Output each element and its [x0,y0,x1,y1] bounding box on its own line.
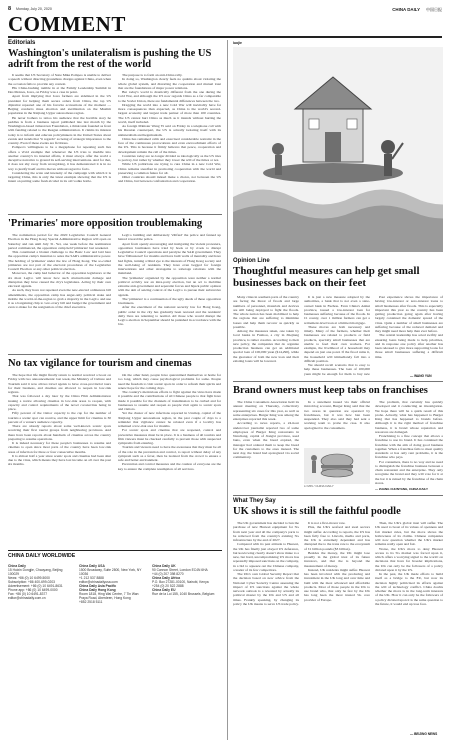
flood-cartoon-illustration [233,47,443,252]
worldwide-col1: China Daily 15 Huixin Dongjie, Chaoyang, Beijing 100029 News: +86 (0) 10 6499-5000 Subscription: +86 400-699-0203 Advertisement: +86 (0) 10 6491-8631 Phone app: +86 (0) 10 6499-0000 Fax: +86 (0) 10 6491-8377 editor@chinadaily.com.cn [8,564,63,600]
opinion-col1: Many cities in southern parts of the country are facing the threat of floods and large numbers of personnel, materials and devices are still being deployed to fight the floods. The whole nation has been mobilized to help the regions that are suffering to minimize losses and help them recover as quickly as possible. Among the measures taken, one taken by local banks in Fuzhou, a city in Zhejiang province, is rather creative. According to their new policy, the companies that do organize production business can get an additional special loan of 100,000 yuan ($14,290), while the guarantor of both the new loan and their existing loans will be lowered. [233,295,299,363]
publication-name: CHINA DAILY [392,6,420,12]
uk-col1: The UK government has decided to ban the purchase of new Huawei equipment for 5G from next year and all the company's parts to be removed from the country's existing 5G infrastructure by the end of 2027. Compared with its past attitude to Huawei, the UK has finally just obeyed US deference, but kowtowing clearly doesn't show make to a new, but hard, uncompromising US move has repeatedly imposed sanctions on the company, in a bid to squeeze out the Chinese company, a leader of its few competitors. The UK's own Global Security Report that the decision based on new advice from the National Cyber Security Centre assessing the impact of US sanctions against the whole network outlook is a revealed by actually its political master by the UK and US and all times. Frankly speaking, by changing its policy the UK means to serve US trade policy. [233,521,299,606]
brand-caption: LI MIN / CHINA DAILY [304,484,334,488]
publication-chinese-name: 中国日报 [426,6,442,12]
worldwide-box-title: CHINA DAILY WORLDWIDE [8,553,76,559]
editorial-unilateralism-col1: It seems that US Secretary of State Mike Pompeo is unable to deliver a speech without directing groundless charges against China, even when the occasion fails to provide any context. His China-bashing ramble in at the Family Leadership Summit in Des Moines, Iowa, on Friday was a case in point. Apart from implying that Iowa farmers are sidelined in the US president for helping them secure orders from China, the top US diplomat repeated one of his favorite accusations of the moment — Beijing conducts mass abortion and sterilization on the Muslim population in the Xinjiang Uygur autonomous region. He never bothers to tattoo his audience that the horrible story he peddles is from a business report published late last month by the Washington-based Jamestown Foundation, a think tank founded as front with funding related to the Reagan administration. It claims its mission today is to inform and educate policymakers in the United States about events and trends that "it regards" as being of strategic importance to the country. Even if these events are fictitious. Pompeo's willingness to be a megaphone for repeating such lies offers a vivid example that whenever the US tries to meddle into another country's its internal affairs, it must always offer the world a deceptive narrative to ground its self-serving interventions. And for that, it does not shy away from wrongdoing, it has demonstrated it is in no way to justify itself and its moves without regard to facts. Considering the scale and intensity of the campaign with which it is targeting China, this is only the latest example showing that the US is intent on putting some fresh alcohol in its old vodka bottle. [8,73,111,184]
editorial-headline-unilateralism: Washington's unilateralism is pushing the US adrift from the rest of the world [8,48,212,71]
opinion-col3: Past experience shows the importance of having low-interest or zero-interest loans to small businesses after floods. This is especially important this year as the country has been getting production going again after having largely contained the domestic spread of the virus. Quite a number of small businesses are suffering because of the reduced demand and they might need more help than ever before. The central leadership has acted swiftly and ensuring loans being made to help priorities, and in response one policy after another has been released to give more supporting loans for those small businesses suffering a difficult time. [375,295,443,359]
brand-headline: Brand owners must keep tabs on franchises [233,385,428,396]
brand-col3: The problem, that certainly has quickly developed and it conducting an investigation. We hope there will be a quick result of this probe. Actually, what has happened to Burger King that has happened to brands before. Although it is the right method of franchise business, it is brand whose reputation and resources are damaged. Franchising is a fine concept that allows a franchise to use its brand. It has contained the franchise with the aim of doing good business together. When a franchise fails to meet quality standards or has only rent problems, it is the franchise who pays. For consumers, there is no way and no need to distinguish the franchise business between a chain restaurant and the enterprise. They only recognize the brand and they will vote for it at the bar it is ruined by the franchise of the chain stores. [375,400,443,485]
brand-divider [233,381,443,382]
editorial-primaries-col2: LegCo building and deliberately 'vilified' the police and fanned up hatred toward the police. Apart from openly encouraging and instigating the violent protesters, opposition lawmakers have tried by hook or by crook to disrupt Legislative Council operations and paralyze the SAR government. They have 'filibustered' for months and have built walls of mentality and have had fights, turning a blind eye to the interests of Hong Kong society and the well-being of residents. They have even begged for foreign interventions and other stratagems to sabotage relations with the mainland. The 'primaries' organized by the opposition were neither a normal political activity nor an intra-party election, but an act to mobilize extreme anti-government and separatist forces and hijack public opinion with the aim of seizing control of the LegCo to pursue their subversive agenda. The 'primaries' is a continuation of the ugly deeds of these opposition lawmakers. After the enactment of the national security law for Hong Kong, public order in the city has gradually been restored and the residents' daily lives are returning to normal. All those who would disrupt the LegCo election in September should be punished in accordance with the law. [118,233,221,327]
uk-col2: It is not a first-mover rare. Plus, the UK's seafood and steel sectors might suffer. According to reports, the US has been fully free to Lincoln, media and ports, the UK is extremely dependent and has disrupted the to the trans rate to the ecosystem of £1 billion pounds ($3 billion). Besides the money, the UK might lose proudly in the global trust of its future investors, and that the is beyond the measurement of money. Instead, UK residents might suffer. Huawei has been involved with the producing and investment in the UK long and over time and built with the most advanced and affordable products. Most of those people in the UK to use brand who, that only be fast by the UK has long been the most trusted 5G core provider of Europe. [304,521,370,602]
editorials-label: Editorials [8,40,36,46]
editorial-headline-primaries: 'Primaries' more opposition troublemaking [8,218,203,229]
editorial-tourism-col2: On the other hand, people have quarantined themselves at home for too long, which may cause psychological problems for some. People need the freedom to visit scenic spots in order to refresh their spirits and renew hope for the coming days. The country's meticulous efforts to fight against the virus have made it possible and the contributions of all Chinese people to that fight have made it possible for the channels of transmission to be curbed and for businesses to resume and reopen as people visit again to scenic spots and visitors. Yet the cluster of new infections reported in Urumqi, capital of the Xinjiang Uygur autonomous region, in the past couple of days is a reminder that vigilance cannot be relaxed even if a locality has remained a low-risk area for months. For scenic spots and cinemas that are reopened, control and preventive measures must be in place. It is a business of all tourists and film viewers must be checked carefully to prevent those with suspected symptoms from entering. Tourists and viewers need to have the awareness that they must be all of the role in the prevention and control, to report without delay of any symptom such as a fever, then be isolated from the crowd to ensure a safe and better environment. Prevention and control measures and the caution of everyone are the key to ensure the complete resumption of all services. [118,373,221,471]
brand-col2: In a statement issued via their official microblog account, Burger King said that the two stores in question are operated by franchisees, but it was how ban been suspended. They also said they had sent a working team to probe the case. It also apologized to the consumers. [304,400,370,430]
opinion-col2: It is just a new measure adopted by the authorities, a bank that is not even a state-owned bank in Fuzhou. Even China's Anhui province, issued a low-interest loan for businesses suffering because of the floods. In Ci county, over 1 million farmers can get a retirement-level loan at a limited mortgage. These moves are both necessary and timely. Many of the farmers, whether their businesses are related to products or field products, specialty small businesses that are unable to feed their own workers. For example, the livelihood of a household may depend on just one pond. If the flood ruins it, the household will immediately fall into a difficult position. We should recall scenario that is easy to help these businesses. The loan of 100,000 yuan might be enough for them to buy new [304,295,370,376]
editorial-primaries-col1: The nomination period for the 2020 Legislative Council General Election in the Hong Kong Special Administrative Region will open on Saturday and run until July 31. Yet, one week before the nomination period commenced, the opposition camp held 'primaries' last weekend. This constituted a blatant challenge to the Basic Law and laid bare the opposition camp's intention to seize the SAR's administrative power. The holding of 'primaries' under the law of Hong Kong. The so-called primaries are not part of the electoral procedures of the Legislative Council Election or any other political election. Moreover, the camp had behavior of the opposition legislators at the six most LegCo will know how such obstructionist damage and disruption they have caused the city's legislature. Acting by their own electoral agenda. As such, they have not repented even the new-elected ordinances bill amendments, the opposition camp has anger-only political stake and mobile the world-of-the-region to grab a majority in the LegCo and use it as a bargaining chip to veto every bill and budget the government and even to make for the resignation of the chief executive. [8,233,111,310]
opinion-byline: — WANG YUN [410,374,432,378]
page-number: 8 [8,6,12,12]
editorial-divider-2 [8,354,222,355]
worldwide-col3: China Daily UK 90 Cannon Street, London EC4N 6HA +44 (0) 207 398 8270 China Daily Africa P.O. Box 27281-00100, Nairobi, Kenya +254 (0) 20 522 2888 China Daily EU Rue de la Loi 155, 1040 Brussels, Belgium [152,564,215,596]
burger-cartoon-illustration [304,448,370,484]
editorial-tourism-col1: The hope that life might finally return to normal received a boost on Friday with two announcements: last week, the Ministry of Culture and Tourism said it now allows travel agents to have cross-provincial tours for their business, and cinemas are allowed to reopen in low-risk regions. That was followed a day later by the China Film Administration issuing a notice allowing cinemas in low-risk areas to reopen, with capacity and control requirements of the novel coronavirus being in place. Fifty percent of the visitor capacity is the cap for the number of tourists a scenic spot can receive, and the upper limit for cinemas is 30 percent of a venue's audience capacity. There are already reports about some well-known scenic spots receiving their first tourist groups from neighboring provinces. And there have been reports about hundreds of cinemas across the country preparing to resume operations. It is indeed necessary for these people's businesses to resume and cinemas to open since most parts of the country have been low-risk areas of infection for three or four consecutive months. It is almost half a year since scenic spots and cinemas had been shut due to the virus, which means they have lost income on all over the past six months. [8,373,111,467]
opinion-line-label: Opinion Line [233,258,270,264]
masthead-rule [8,36,442,38]
editorial-divider-1 [8,214,222,215]
worldwide-col2: China Daily USA 1500 Broadway, Suite 2800, New York, NY 10036 +1 212 537 8888 editor@chinadailyusa.com China Daily Asia Pacific China Daily Hong Kong Room 1818, Hing Wai Centre, 7 Tin Wan Praya Road, Aberdeen, Hong Kong +852 2518 5111 [79,564,142,604]
column-divider [227,40,228,740]
issue-date: Monday, July 20, 2020 [16,7,52,11]
uk-byline: — BEIJING NEWS [410,732,438,736]
what-they-say-label: What They Say [233,498,276,504]
section-title: COMMENT [8,12,126,36]
opinion-headline: Thoughtful measures can help get small businesses back on their feet [233,265,420,289]
brand-col1: The China Consumers Association held its annual meeting on Thursday, collectively representing six cases for this year, as well as some enterprises. Burger King was among the enterprises reported this week. According to news reports, a 24-hour undercover journalist reported two of some employees of Burger King restaurants in Nanchang, capital of Jiangxi province, used buns, even when the bread expired, the manager had ordered them to keep the bread for the customers to the ones instead. The next day, the brand had apologized via social commentary. [233,400,299,460]
uk-col3: Then, the UK's global trust will suffer. The UK used to boast of its values of openness and fair market rules, but the move shows the hollowness of its claims. Chinese companies will now question whether the UK's market remains really open and fair. Worse, the UK's move to deny Huawei access to its 5G market was forced upon it, which offers a worrying signal to the world: on decisions that have far broader implications, the UK can only be the followers of a policy dictated upon it by the US. In the past, the UK made efforts to build itself as a bridge to the EU, but now its decision highly politicized its efforts against the will of technology conflict. China doubts whether the move is in the long-term interests of the UK. How it can only be the followers of a policy dictated upon it is the same question to the future, it would end up lose face. [375,521,443,606]
brand-byline: — ZHANG CHUNYANG, CHINA DAILY [375,487,429,491]
uk-headline: UK shows it is still the faithful poodle [233,506,401,517]
editorial-unilateralism-col2: The purpose is to form an anti-China rally. In doing so, Washington clearly feels no qualms about violating the whole global system, and distorting the cooperation and mutual trust that are the foundations of major power relations. But today's world is drastically different from the one during the Cold War, and although the US now regards China as a far comparable to the Soviet Union, there are fundamental differences between the two. Dragging the world into a new Cold War will inevitably have far more consequences than expected, as China is the world's second-largest economy and largest trade partner of more than 100 countries. The US cannot hurt China as much as it intends without hurting the world, itself included. As foreign Minister Wang Yi said on Friday in a telephone call with his Russian counterpart, the US is actually isolating itself with its unilateralism and hegemonism. China has remained calm and exercised considerable restraint in the face of the continuous provocations and even encroachment efforts of the US. This is because it firmly believes that peace, cooperation and development remain the call of the times. Countries today are no longer divided as ideologically as the US tries to portray, but rather by whether they lower the will of the times or not. While US politicians are trying to cure China in a new Cold War, China remains steadfast in promoting cooperation with the world and preserving a common future for all. Other countries should indeed make a choice, not between the US and China, but between confrontation and cooperation. [118,73,221,184]
cartoonist-tag: Iuojie [233,41,242,45]
uk-divider [233,495,443,496]
editorial-headline-tourism: No tax vigilance for tourism and cinemas [8,358,192,369]
